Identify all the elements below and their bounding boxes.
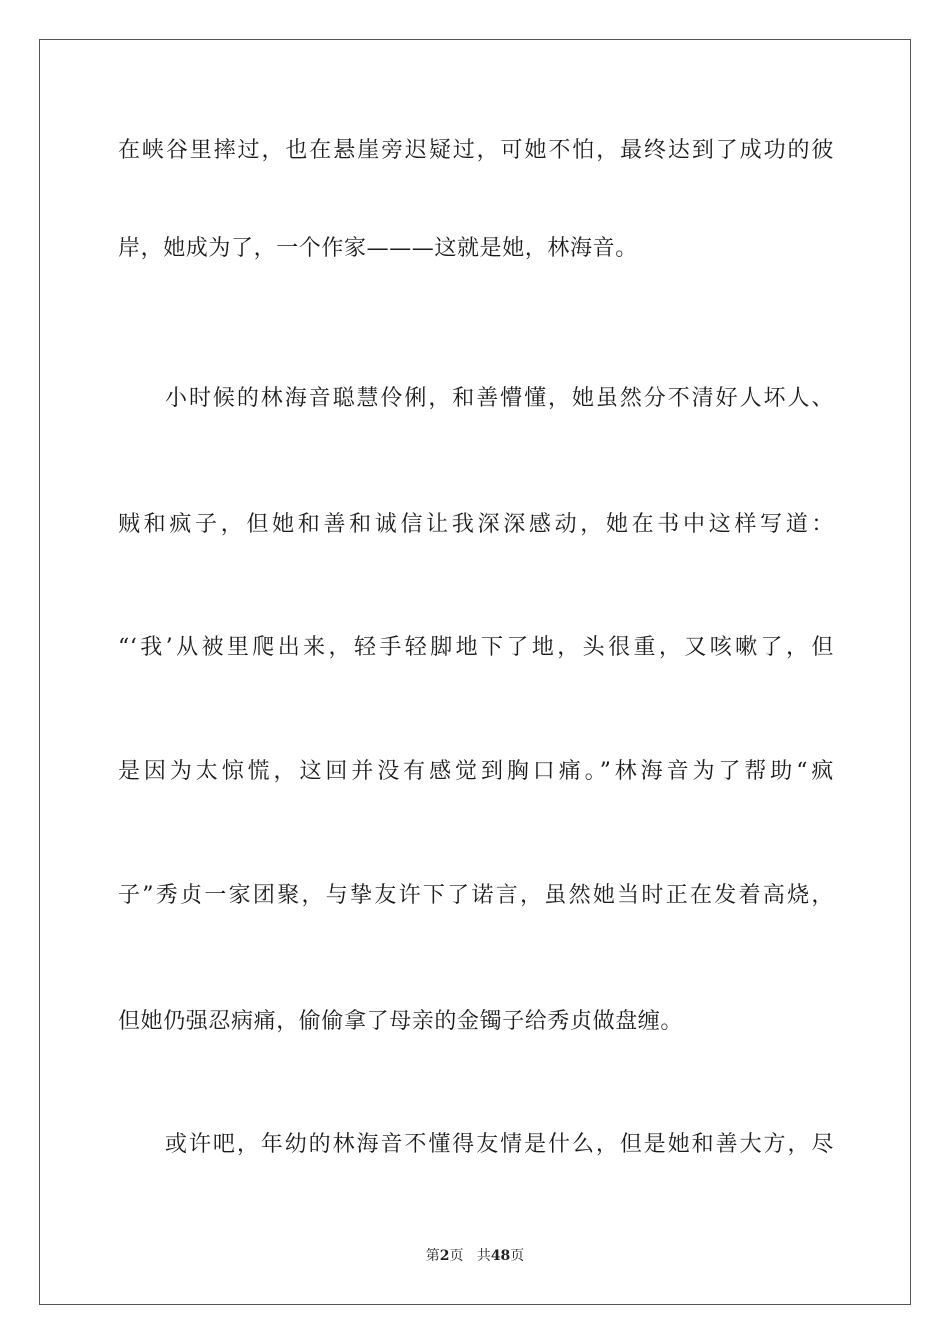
text-line-8: 但她仍强忍病痛，偷偷拿了母亲的金镯子给秀贞做盘缠。 (118, 1009, 684, 1034)
footer-page-suffix: 页 (449, 1248, 464, 1264)
footer-total-prefix: 共 (476, 1248, 491, 1264)
footer-prefix: 第 (425, 1248, 440, 1264)
text-line-2: 岸，她成为了，一个作家———这就是她，林海音。 (118, 236, 638, 261)
text-line-3: 小时候的林海音聪慧伶俐，和善懵懂，她虽然分不清好人坏人、 (165, 386, 834, 411)
page-footer (0, 1246, 950, 1266)
footer-page-number: 2 (439, 1248, 450, 1264)
text-line-7: 子”秀贞一家团聚，与挚友许下了诺言，虽然她当时正在发着高烧， (118, 883, 834, 908)
text-line-9: 或许吧，年幼的林海音不懂得友情是什么，但是她和善大方，尽 (165, 1132, 834, 1157)
text-line-5: “‘我’从被里爬出来，轻手轻脚地下了地，头很重，又咳嗽了，但 (118, 635, 834, 660)
footer-total-suffix: 页 (510, 1248, 525, 1264)
text-line-4: 贼和疯子，但她和善和诚信让我深深感动，她在书中这样写道： (118, 512, 834, 537)
footer-total-pages: 48 (490, 1248, 511, 1264)
text-line-6: 是因为太惊慌，这回并没有感觉到胸口痛。”林海音为了帮助“疯 (118, 759, 834, 784)
text-line-1: 在峡谷里摔过，也在悬崖旁迟疑过，可她不怕，最终达到了成功的彼 (118, 138, 834, 163)
page-border (39, 39, 911, 1305)
